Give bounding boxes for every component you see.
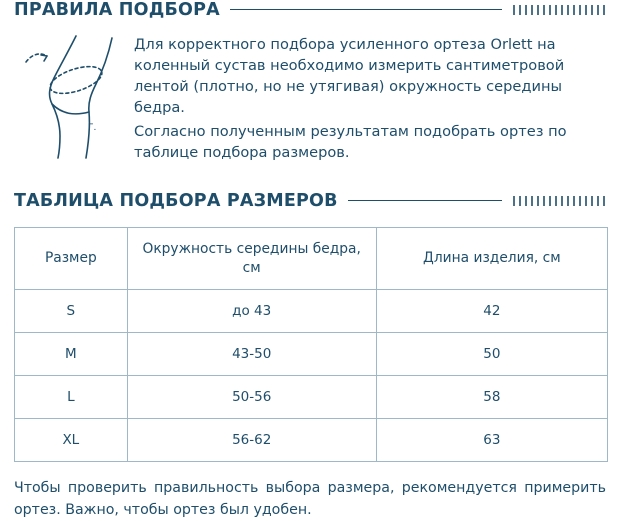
page-title: ПРАВИЛА ПОДБОРА — [14, 0, 220, 20]
sizes-title: ТАБЛИЦА ПОДБОРА РАЗМЕРОВ — [14, 191, 338, 212]
column-header-thigh-circumference: Окружность середины бедра, см — [127, 228, 376, 290]
rules-text — [134, 32, 608, 163]
cell-length: 58 — [376, 376, 607, 419]
knee-measurement-illustration-icon — [16, 32, 134, 160]
column-header-size: Размер — [15, 228, 128, 290]
cell-size: L — [15, 376, 128, 419]
header-divider-line — [230, 9, 502, 10]
table-row — [15, 376, 608, 419]
table-row — [15, 333, 608, 376]
cell-circumference: 50-56 — [127, 376, 376, 419]
cell-size: XL — [15, 419, 128, 462]
table-header-row — [15, 228, 608, 290]
section-header-sizes — [14, 191, 608, 211]
cell-circumference: 56-62 — [127, 419, 376, 462]
cell-length: 42 — [376, 290, 607, 333]
column-header-product-length: Длина изделия, см — [376, 228, 607, 290]
footnote-text: Чтобы проверить правильность выбора размера, рекомендуется примерить ортез. Важно, чтобы ортез был удобен. — [14, 480, 606, 518]
cell-size: S — [15, 290, 128, 333]
footnote — [14, 478, 608, 521]
cell-circumference: 43-50 — [127, 333, 376, 376]
cell-size: M — [15, 333, 128, 376]
rules-paragraph-2: Согласно полученным результатам подобрать ортез по таблице подбора размеров. — [134, 122, 567, 161]
size-selection-table — [14, 227, 608, 462]
cell-length: 50 — [376, 333, 607, 376]
cell-circumference: до 43 — [127, 290, 376, 333]
section-header-rules — [14, 0, 608, 20]
header-divider-line-2 — [348, 200, 502, 201]
dotted-accent-icon — [512, 4, 608, 16]
figure-label-text: Г. — [88, 123, 97, 133]
table-row — [15, 419, 608, 462]
dotted-accent-icon-2 — [512, 195, 608, 207]
rules-intro-block — [14, 32, 608, 163]
table-row — [15, 290, 608, 333]
cell-length: 63 — [376, 419, 607, 462]
rules-paragraph-1: Для корректного подбора усиленного ортеза Orlett на коленный сустав необходимо измерить сантиметровой лентой (плотно, но не утягивая) окружность середины бедра. — [134, 36, 565, 117]
